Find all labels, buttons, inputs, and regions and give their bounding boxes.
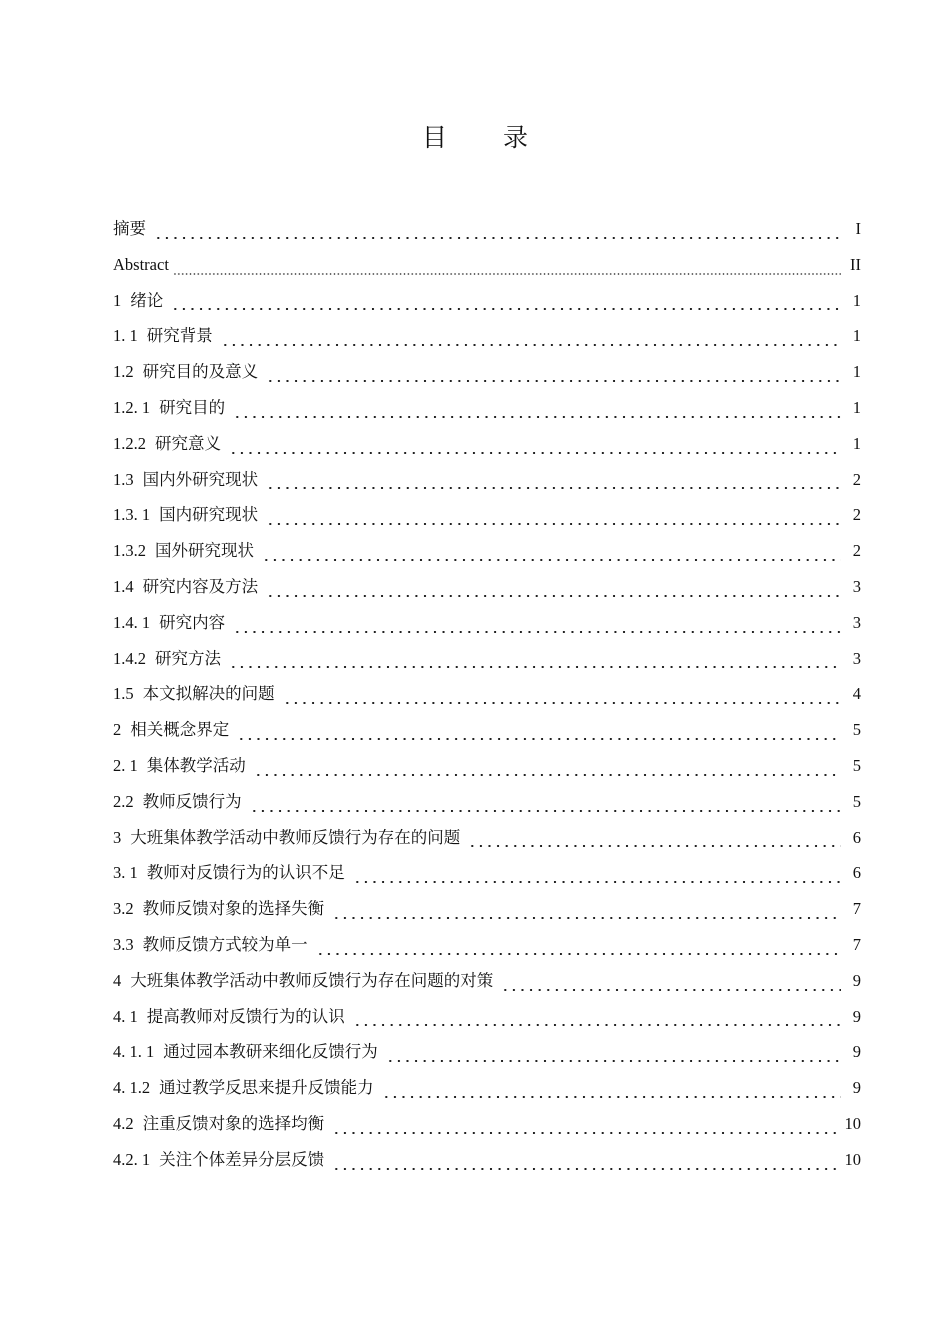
toc-entry-number: 2.2 xyxy=(113,791,134,811)
toc-entry-label: 绪论 xyxy=(130,290,164,310)
toc-entry-page-number: 1 xyxy=(852,397,861,417)
toc-entry-label: 相关概念界定 xyxy=(130,720,230,740)
toc-dot-leader xyxy=(221,329,841,349)
toc-dot-leader xyxy=(266,580,841,600)
toc-entry-page-number: 6 xyxy=(852,863,861,883)
toc-entry-number: 4. 1. 1 xyxy=(113,1042,155,1062)
toc-entry-page-number: 7 xyxy=(852,899,861,919)
toc-entry[interactable] xyxy=(113,354,861,390)
toc-entry-page-number: 9 xyxy=(852,1042,861,1062)
toc-entry-label: 研究目的 xyxy=(159,397,226,417)
toc-entry-label: 研究目的及意义 xyxy=(142,362,259,382)
toc-dot-leader xyxy=(266,472,841,492)
toc-entry-number: 1.5 xyxy=(113,684,134,704)
toc-entry-number: 4.2 xyxy=(113,1113,134,1133)
toc-entry-number: 4. 1.2 xyxy=(113,1078,151,1098)
toc-entry[interactable] xyxy=(113,927,861,963)
toc-entry[interactable] xyxy=(113,426,861,462)
toc-entry[interactable] xyxy=(113,497,861,533)
toc-entry-page-number: 1 xyxy=(852,362,861,382)
toc-entry-number: 4. 1 xyxy=(113,1006,138,1026)
toc-entry-page-number: 4 xyxy=(852,684,861,704)
toc-entry[interactable] xyxy=(113,605,861,641)
toc-entry-page-number: 9 xyxy=(852,1078,861,1098)
toc-entry[interactable] xyxy=(113,1106,861,1142)
toc-entry-label: 国外研究现状 xyxy=(155,541,254,561)
toc-entry-number: 1.2.2 xyxy=(113,433,146,453)
toc-entry-page-number: 3 xyxy=(852,612,861,632)
toc-entry[interactable] xyxy=(113,390,861,426)
toc-entry-page-number: 1 xyxy=(852,433,861,453)
toc-dot-leader xyxy=(171,293,841,313)
toc-entry[interactable] xyxy=(113,283,861,319)
toc-entry-page-number: 2 xyxy=(852,505,861,525)
toc-entry-label: Abstract xyxy=(113,254,169,274)
toc-entry-number: 3.3 xyxy=(113,934,134,954)
toc-entry-number: 1.4.2 xyxy=(113,648,146,668)
toc-dot-leader xyxy=(332,902,841,922)
toc-dot-leader xyxy=(266,365,841,385)
toc-dot-leader xyxy=(229,437,841,457)
toc-entry-page-number: 9 xyxy=(852,1006,861,1026)
toc-entry-page-number: 3 xyxy=(852,648,861,668)
toc-entry-number: 1.3. 1 xyxy=(113,505,151,525)
toc-entry-label: 通过园本教研来细化反馈行为 xyxy=(163,1042,378,1062)
toc-entry-number: 3.2 xyxy=(113,899,134,919)
toc-entry-label: 注重反馈对象的选择均衡 xyxy=(142,1113,325,1133)
toc-entry-label: 研究内容及方法 xyxy=(142,576,259,596)
toc-entry-label: 提高教师对反馈行为的认识 xyxy=(146,1006,345,1026)
toc-dot-leader xyxy=(316,938,841,958)
toc-entry[interactable] xyxy=(113,211,861,247)
toc-entry-page-number: 5 xyxy=(852,755,861,775)
toc-entry-label: 集体教学活动 xyxy=(146,755,246,775)
toc-entry-page-number: I xyxy=(855,219,861,238)
toc-entry-page-number: 6 xyxy=(852,827,861,847)
toc-dot-leader xyxy=(233,401,841,421)
toc-entry-page-number: 10 xyxy=(844,1149,861,1169)
toc-entry[interactable] xyxy=(113,784,861,820)
toc-entry[interactable] xyxy=(113,318,861,354)
toc-entry-number: 1.2. 1 xyxy=(113,397,151,417)
toc-dot-leader xyxy=(332,1153,838,1173)
toc-entry-number: 4 xyxy=(113,970,122,990)
toc-entry-label: 本文拟解决的问题 xyxy=(142,684,275,704)
toc-entry-label: 大班集体教学活动中教师反馈行为存在问题的对策 xyxy=(130,970,494,990)
toc-entry-number: 3 xyxy=(113,827,122,847)
toc-entry-page-number: 3 xyxy=(852,576,861,596)
toc-dot-leader xyxy=(353,1009,841,1029)
toc-entry-page-number: 9 xyxy=(852,970,861,990)
toc-dot-leader xyxy=(386,1045,841,1065)
toc-entry-page-number: II xyxy=(850,254,861,274)
toc-entry-label: 关注个体差异分层反馈 xyxy=(159,1149,325,1169)
toc-entry-page-number: 1 xyxy=(852,290,861,310)
toc-dot-leader xyxy=(237,723,841,743)
toc-entry[interactable] xyxy=(113,820,861,856)
toc-entry-label: 国内研究现状 xyxy=(159,505,259,525)
toc-entry-page-number: 10 xyxy=(844,1113,861,1133)
toc-dot-leader xyxy=(266,508,841,528)
toc-entry-label: 教师反馈方式较为单一 xyxy=(142,934,308,954)
toc-entry[interactable] xyxy=(113,462,861,498)
toc-entry-page-number: 5 xyxy=(852,720,861,740)
toc-entry-label: 国内外研究现状 xyxy=(142,469,259,489)
toc-entry-page-number: 5 xyxy=(852,791,861,811)
toc-entry[interactable] xyxy=(113,641,861,677)
toc-entry[interactable] xyxy=(113,891,861,927)
toc-entry-number: 3. 1 xyxy=(113,863,138,883)
toc-dot-leader xyxy=(501,974,841,994)
toc-dot-leader xyxy=(382,1081,841,1101)
toc-entry-number: 1.3.2 xyxy=(113,541,146,561)
toc-entry-page-number: 1 xyxy=(852,326,861,346)
toc-dot-leader xyxy=(233,616,841,636)
page-title: 目 录 xyxy=(422,123,552,152)
toc-entry-number: 1 xyxy=(113,290,122,310)
toc-entry[interactable] xyxy=(113,533,861,569)
toc-entry-number: 2 xyxy=(113,720,122,740)
toc-entry-number: 1. 1 xyxy=(113,326,138,346)
toc-entry[interactable] xyxy=(113,1142,861,1178)
toc-dot-leader xyxy=(283,687,841,707)
toc-entry[interactable] xyxy=(113,1070,861,1106)
toc-entry-label: 研究方法 xyxy=(155,648,221,668)
toc-entry-label: 大班集体教学活动中教师反馈行为存在的问题 xyxy=(130,827,461,847)
toc-dot-leader xyxy=(468,830,841,850)
toc-entry-page-number: 2 xyxy=(852,541,861,561)
toc-entry-number: 1.3 xyxy=(113,469,134,489)
toc-entry-label: 研究内容 xyxy=(159,612,226,632)
toc-entry-page-number: 2 xyxy=(852,469,861,489)
toc-entry[interactable] xyxy=(113,1034,861,1070)
toc-dot-leader xyxy=(250,795,841,815)
toc-dot-leader xyxy=(173,258,841,278)
toc-entry[interactable] xyxy=(113,963,861,999)
toc-entry-number: 1.4 xyxy=(113,576,134,596)
toc-entry[interactable] xyxy=(113,569,861,605)
toc-entry[interactable] xyxy=(113,855,861,891)
toc-entry-number: 1.4. 1 xyxy=(113,612,151,632)
toc-dot-leader xyxy=(353,866,841,886)
toc-entry[interactable] xyxy=(113,247,861,283)
toc-entry[interactable] xyxy=(113,748,861,784)
toc-dot-leader xyxy=(229,651,841,671)
toc-entry-label: 通过教学反思来提升反馈能力 xyxy=(159,1078,374,1098)
toc-entry-label: 教师反馈对象的选择失衡 xyxy=(142,899,325,919)
toc-entry-page-number: 7 xyxy=(852,934,861,954)
toc-entry-label: 教师对反馈行为的认识不足 xyxy=(146,863,345,883)
toc-dot-leader xyxy=(262,544,841,564)
toc-dot-leader xyxy=(332,1117,838,1137)
toc-dot-leader xyxy=(154,222,841,242)
toc-dot-leader xyxy=(254,759,841,779)
table-of-contents xyxy=(113,211,861,1178)
toc-entry-label: 教师反馈行为 xyxy=(142,791,242,811)
toc-entry[interactable] xyxy=(113,999,861,1035)
toc-entry[interactable] xyxy=(113,712,861,748)
toc-entry-label: 研究意义 xyxy=(155,433,221,453)
toc-entry-number: 1.2 xyxy=(113,362,134,382)
toc-entry-number: 2. 1 xyxy=(113,755,138,775)
toc-entry-label: 摘要 xyxy=(113,219,146,238)
toc-entry-label: 研究背景 xyxy=(146,326,213,346)
toc-entry[interactable] xyxy=(113,676,861,712)
toc-entry-number: 4.2. 1 xyxy=(113,1149,151,1169)
